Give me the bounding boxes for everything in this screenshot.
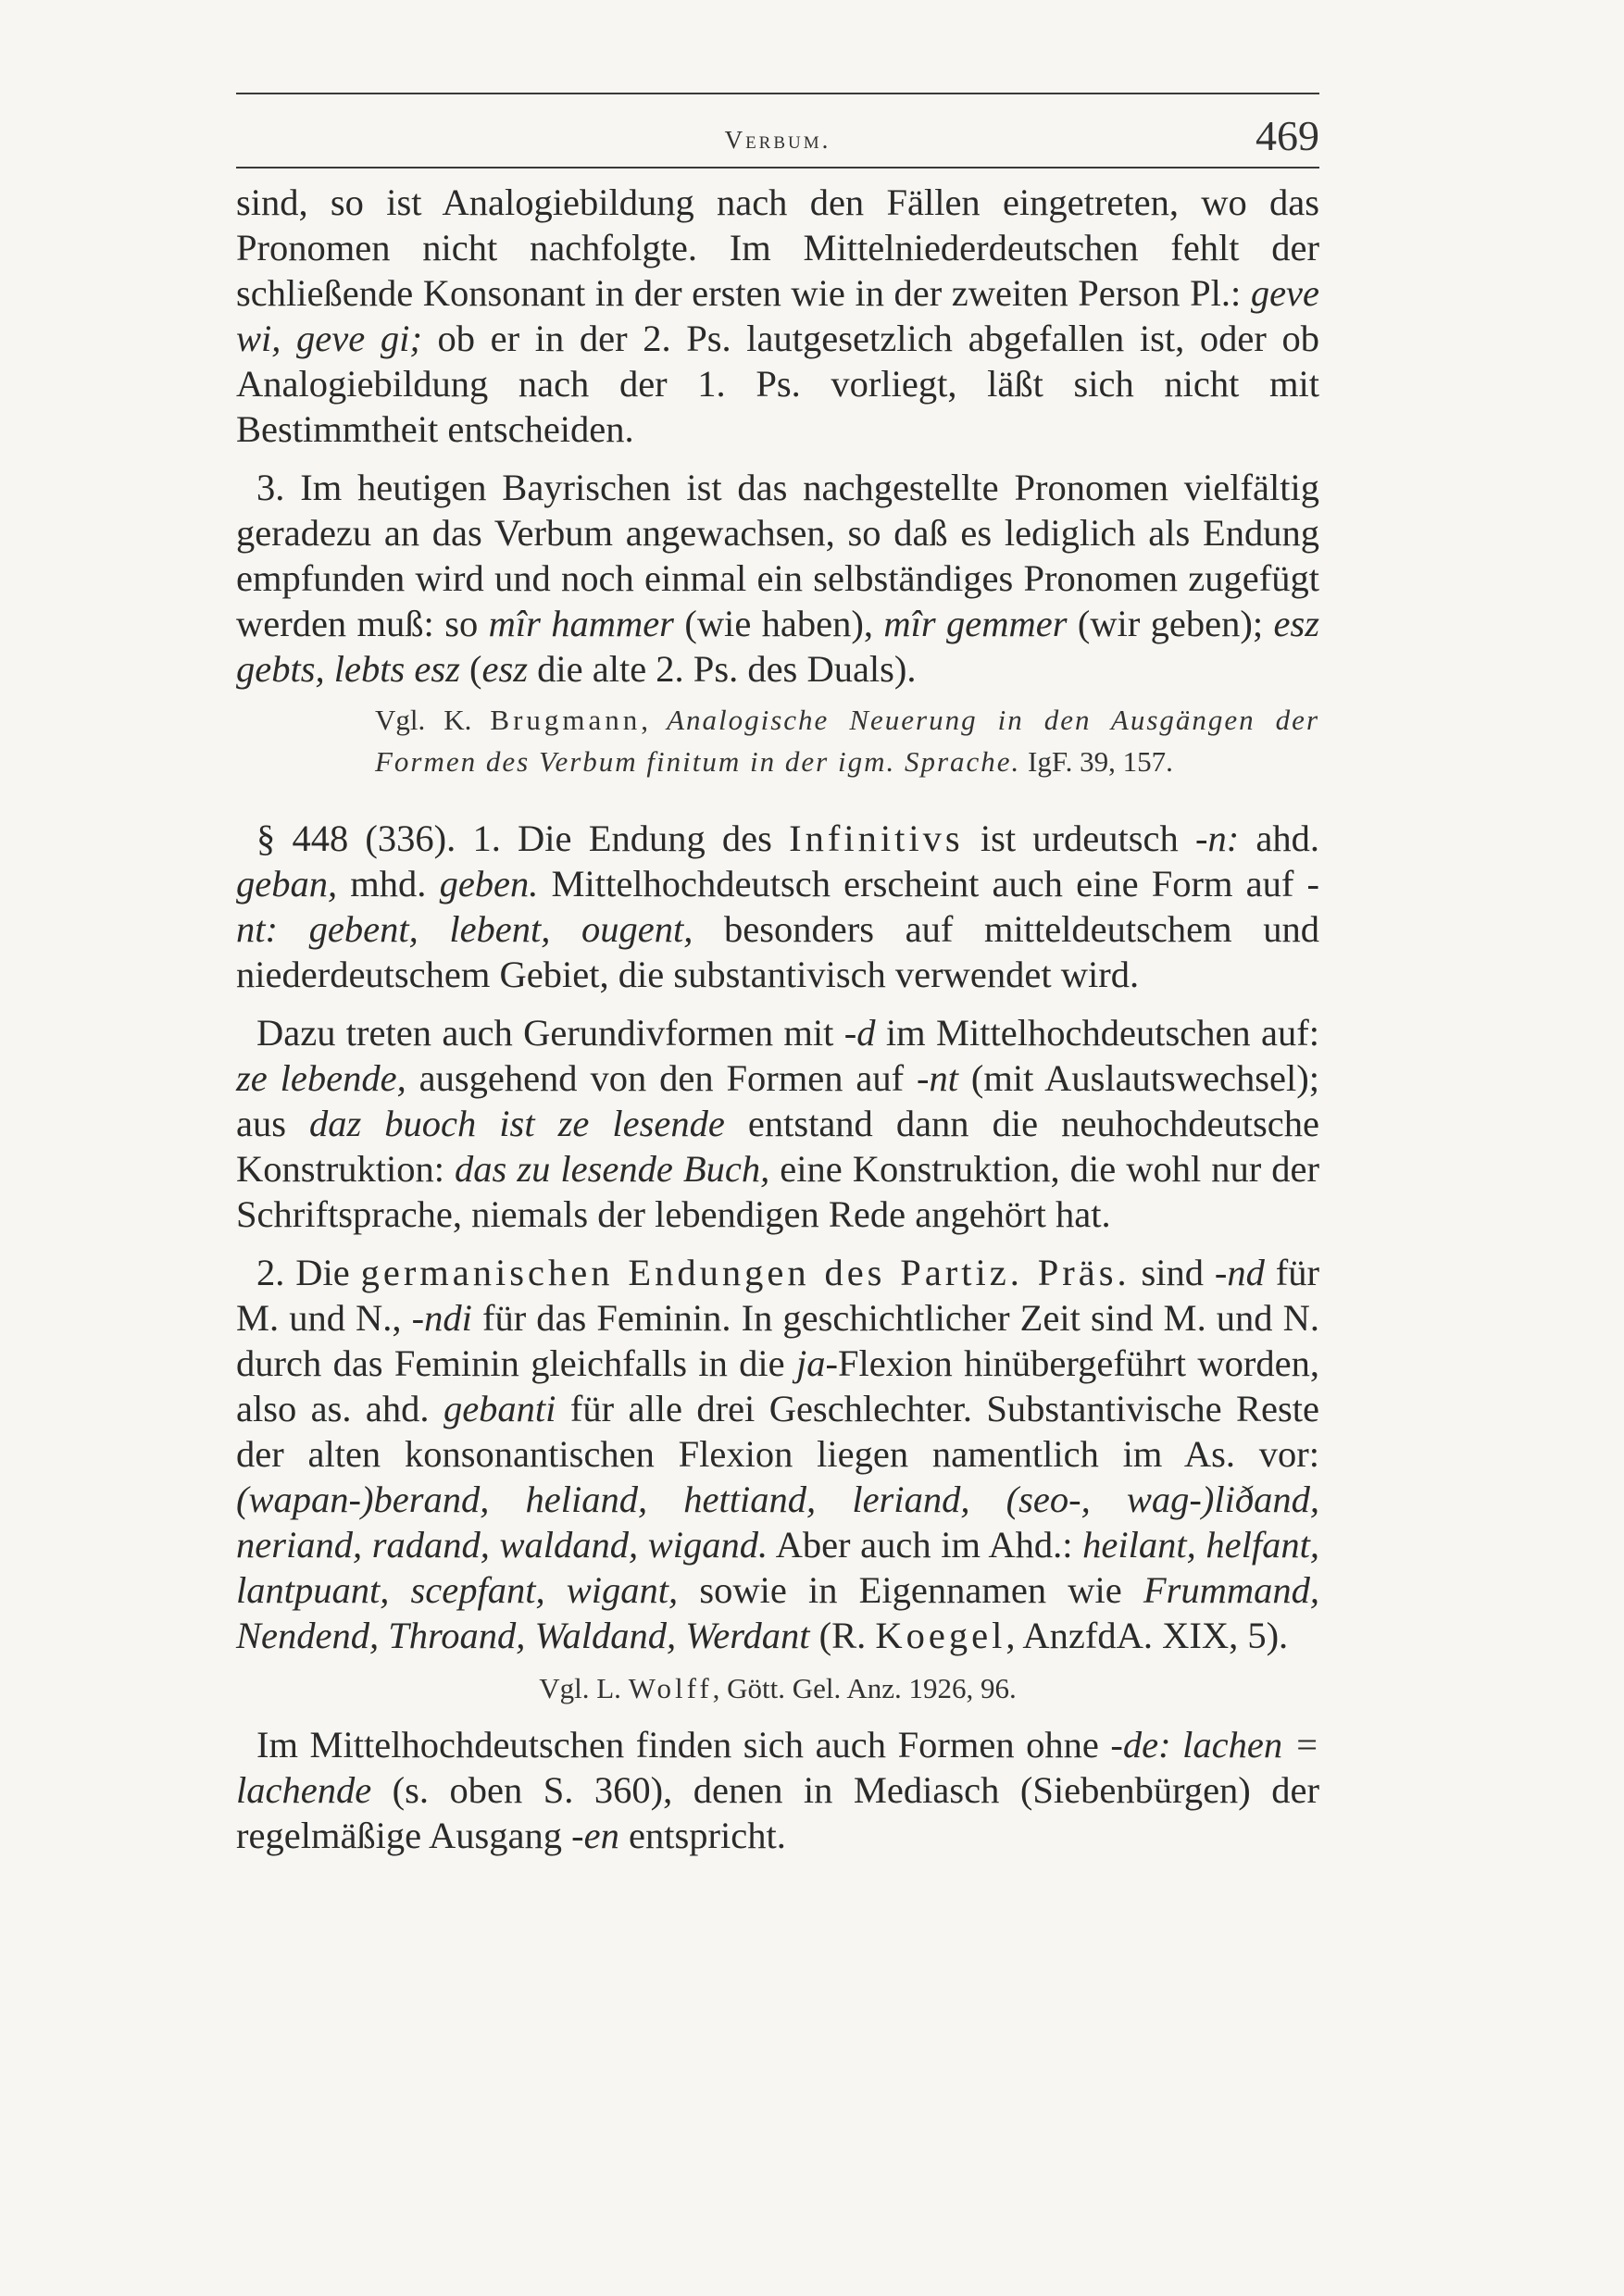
paragraph-3: § 448 (336). 1. Die Endung des Infinitivs ist urdeutsch -n: ahd. geban, mhd. geben. Mittelhochdeutsch erscheint auch eine Form auf -nt: gebent, lebent, ougent, besonders auf mitteldeutschem und niederdeutschem Gebiet, die substantivisch verwendet wird. (236, 817, 1319, 995)
page-header (236, 94, 1319, 168)
book-page (236, 93, 1319, 1858)
paragraph-4: Dazu treten auch Gerundivformen mit -d im Mittelhochdeutschen auf: ze lebende, ausgehend von den Formen auf -nt (mit Auslautswechsel); aus daz buoch ist ze lesende entstand dann die neuhochdeutsche Konstruktion: das zu lesende Buch, eine Konstruktion, die wohl nur der Schriftsprache, niemals der lebendigen Rede angehört hat. (236, 1012, 1319, 1235)
page-number: 469 (1255, 112, 1319, 159)
paragraph-5: 2. Die germanischen Endungen des Partiz. Präs. sind -nd für M. und N., -ndi für das Feminin. In geschichtlicher Zeit sind M. und N. durch das Feminin gleichfalls in die ja-Flexion hinübergeführt worden, also as. ahd. gebanti für alle drei Geschlechter. Substantivische Reste der alten konsonantischen Flexion liegen namentlich im As. vor: (wapan-)berand, heliand, hettiand, leriand, (seo-, wag-)liðand, neriand, radand, waldand, wigand. Aber auch im Ahd.: heilant, helfant, lantpuant, scepfant, wigant, sowie in Eigennamen wie Frummand, Nendend, Throand, Waldand, Werdant (R. Koegel, AnzfdA. XIX, 5). (236, 1252, 1320, 1656)
body-text (236, 180, 1319, 1858)
footnote-brugmann: Vgl. K. Brugmann, Analogische Neuerung in den Ausgängen der Formen des Verbum finitum in der igm. Sprache. IgF. 39, 157. (375, 704, 1320, 778)
paragraph-6: Im Mittelhochdeutschen finden sich auch Formen ohne -de: lachen = lachende (s. oben S. 360), denen in Mediasch (Siebenbürgen) der regelmäßige Ausgang -en entspricht. (236, 1724, 1319, 1856)
paragraph-2: 3. Im heutigen Bayrischen ist das nachgestellte Pronomen vielfältig geradezu an das Verbum angewachsen, so daß es lediglich als Endung empfunden wird und noch einmal ein selbständiges Pronomen zugefügt werden muß: so mîr hammer (wie haben), mîr gemmer (wir geben); esz gebts, lebts esz (esz die alte 2. Ps. des Duals). (236, 467, 1319, 690)
running-head: Verbum. (724, 126, 831, 154)
footnote-wolff: Vgl. L. Wolff, Gött. Gel. Anz. 1926, 96. (539, 1672, 1017, 1704)
paragraph-1: sind, so ist Analogiebildung nach den Fällen eingetreten, wo das Pronomen nicht nachfolgte. Im Mittelniederdeutschen fehlt der schließende Konsonant in der ersten wie in der zweiten Person Pl.: geve wi, geve gi; ob er in der 2. Ps. lautgesetzlich abgefallen ist, oder ob Analogiebildung nach der 1. Ps. vorliegt, läßt sich nicht mit Bestimmtheit entscheiden. (236, 181, 1319, 450)
